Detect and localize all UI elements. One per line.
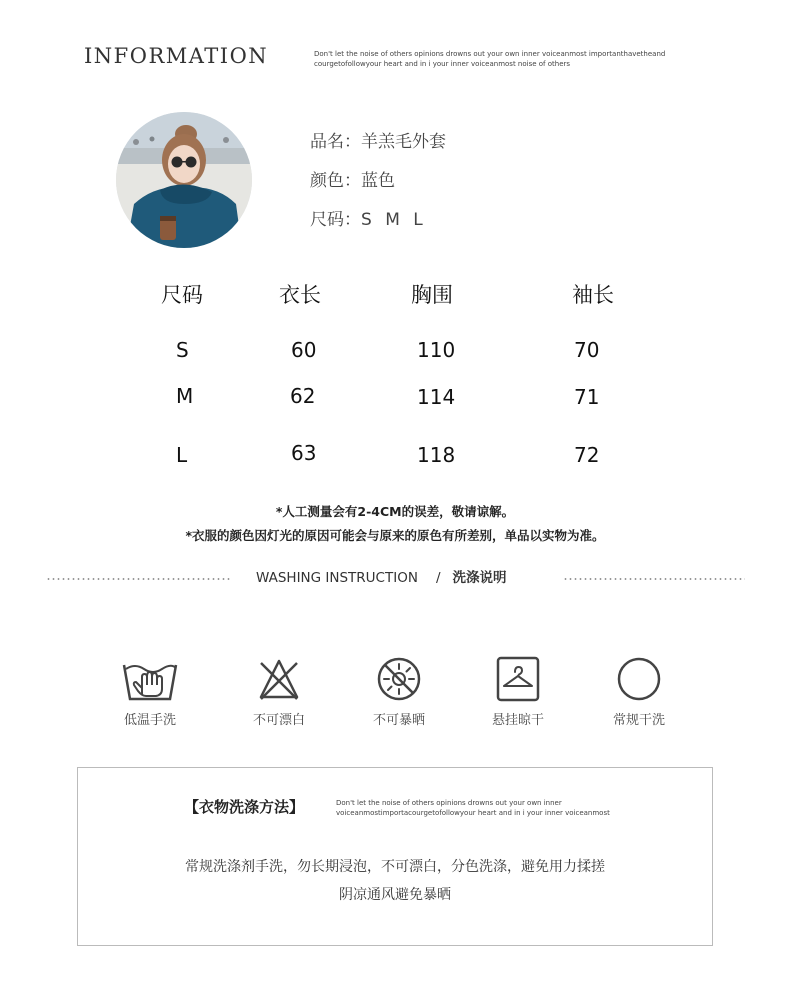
note-color: *衣服的颜色因灯光的原因可能会与原来的原色有所差别，单品以实物为准。 [185, 528, 605, 543]
divider-left [46, 578, 230, 580]
size-row-s-length: 60 [291, 338, 317, 362]
wash-label-hang-dry: 悬挂晾干 [491, 713, 544, 728]
method-title: 【衣物洗涤方法】 [184, 798, 305, 816]
product-color-label: 颜色： [310, 171, 361, 191]
no-bleach-icon [229, 655, 329, 703]
dry-clean-icon [589, 655, 689, 703]
size-row-m-size: M [176, 384, 194, 408]
method-tagline-line1: Don't let the noise of others opinions drowns out your own inner [336, 799, 562, 807]
washing-title-cn: 洗涤说明 [452, 570, 507, 586]
hand-wash-icon [100, 655, 200, 703]
size-row-m-chest: 114 [417, 385, 456, 409]
size-row-l-chest: 118 [417, 443, 456, 467]
wash-item-hand-wash [100, 655, 200, 728]
no-sun-icon [349, 655, 449, 703]
size-header-sleeve: 袖长 [572, 283, 614, 307]
washing-title-slash: / [435, 570, 441, 586]
size-row-m-sleeve: 71 [574, 385, 600, 409]
size-row-l-sleeve: 72 [574, 443, 600, 467]
method-tagline [336, 798, 626, 818]
washing-method-box [77, 767, 713, 946]
size-row-l-size: L [176, 443, 188, 467]
wash-label-no-bleach: 不可漂白 [252, 713, 305, 728]
wash-label-dry-clean: 常规干洗 [612, 713, 665, 728]
product-size-label: 尺码： [310, 210, 361, 230]
size-row-s-chest: 110 [417, 338, 456, 362]
wash-item-no-bleach [229, 655, 329, 728]
page-title: INFORMATION [84, 44, 269, 68]
product-color-value: 蓝色 [361, 171, 395, 191]
method-line-2: 阴凉通风避免暴晒 [339, 887, 451, 903]
size-table [0, 0, 790, 480]
size-row-l-length: 63 [291, 441, 317, 465]
size-row-s-sleeve: 70 [574, 338, 600, 362]
wash-label-hand-wash: 低温手洗 [123, 713, 176, 728]
washing-title-en: WASHING INSTRUCTION [256, 570, 418, 586]
wash-item-dry-clean [589, 655, 689, 728]
size-header-chest: 胸围 [411, 283, 453, 307]
wash-label-no-sun: 不可暴晒 [372, 713, 425, 728]
method-line-1: 常规洗涤剂手洗，勿长期浸泡，不可漂白，分色洗涤，避免用力揉搓 [185, 859, 605, 875]
wash-item-hang-dry [468, 655, 568, 728]
product-size-value: S M L [361, 210, 427, 230]
header-tagline-line2: courgetofollowyour heart and in i your inner voiceanmost noise of others [314, 60, 571, 68]
size-row-m-length: 62 [290, 384, 316, 408]
size-header-size: 尺码 [161, 283, 203, 307]
header-tagline-line1: Don't let the noise of others opinions drowns out your own inner voiceanmost importanthavetheand [314, 50, 666, 58]
washing-title [256, 566, 507, 586]
product-name-value: 羊羔毛外套 [361, 132, 446, 152]
size-header-length: 衣长 [279, 283, 321, 307]
size-row-s-size: S [176, 338, 189, 362]
product-name-label: 品名： [310, 132, 361, 152]
method-tagline-line2: voiceanmostimportacourgetofollowyour heart and in i your inner voiceanmost [336, 809, 610, 817]
hang-dry-icon [468, 655, 568, 703]
wash-item-no-sun [349, 655, 449, 728]
note-measurement: *人工测量会有2-4CM的误差，敬请谅解。 [275, 504, 515, 519]
divider-right [563, 578, 745, 580]
